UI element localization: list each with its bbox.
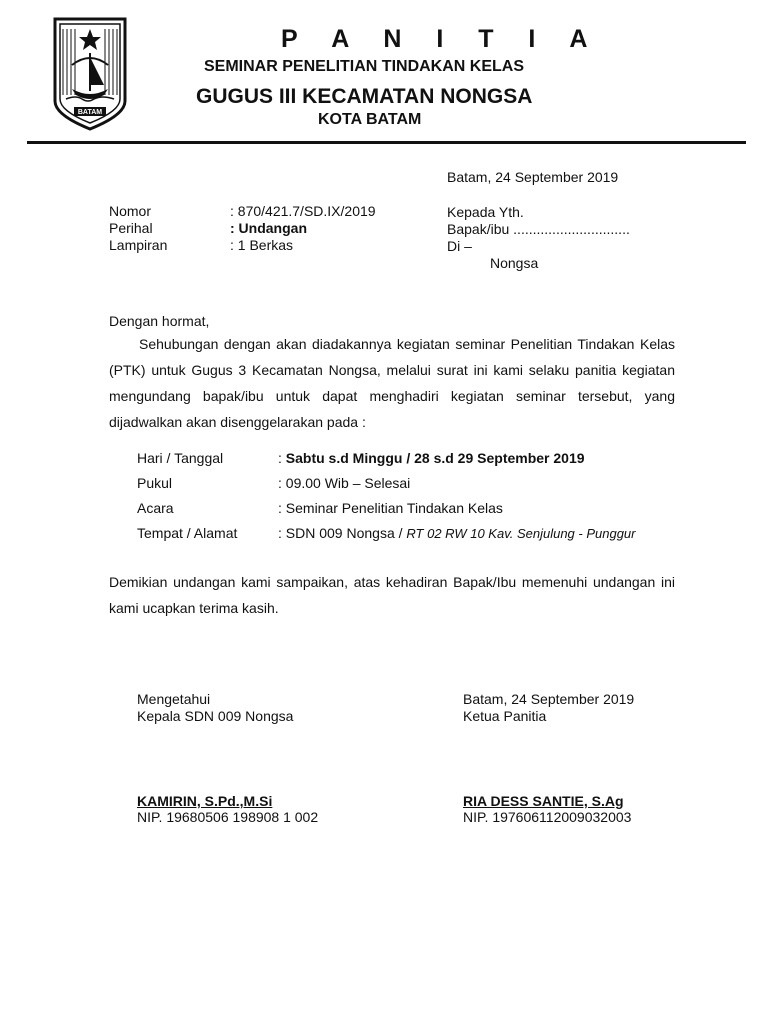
sign-right-line2: Ketua Panitia [463, 708, 547, 724]
salutation: Dengan hormat, [109, 313, 210, 329]
meta-label-lampiran: Lampiran [109, 237, 168, 253]
recipient-line3: Di – [447, 238, 472, 254]
letterhead-subtitle-event: SEMINAR PENELITIAN TINDAKAN KELAS [204, 58, 525, 75]
schedule-value-acara: : Seminar Penelitian Tindakan Kelas [278, 500, 503, 516]
schedule-tempat-main: : SDN 009 Nongsa / [278, 525, 407, 541]
schedule-label-pukul: Pukul [137, 475, 173, 491]
recipient-line4: Nongsa [490, 255, 539, 271]
sign-left-name: KAMIRIN, S.Pd.,M.Si [137, 793, 273, 809]
sign-left-line2: Kepala SDN 009 Nongsa [137, 708, 294, 724]
letterhead-subtitle-gugus: GUGUS III KECAMATAN NONGSA [196, 85, 533, 108]
schedule-label-acara: Acara [137, 500, 174, 516]
sign-left-nip: NIP. 19680506 198908 1 002 [137, 809, 319, 825]
meta-value-nomor: : 870/421.7/SD.IX/2019 [230, 203, 376, 219]
header-divider [27, 141, 746, 144]
body-paragraph: Sehubungan dengan akan diadakannya kegiatan seminar Penelitian Tindakan Kelas (PTK) untuk Gugus 3 Kecamatan Nongsa, melalui surat ini kami selaku panitia kegiatan mengundang bapak/ibu untuk dapat menghadiri kegiatan seminar tersebut, yang dijadwalkan akan disenggelarakan pada : [109, 336, 675, 430]
letterhead-subtitle-city: KOTA BATAM [318, 111, 422, 128]
letterhead-title: P A N I T I A [281, 25, 602, 53]
meta-value-lampiran: : 1 Berkas [230, 237, 294, 253]
schedule-colon: : [278, 450, 286, 466]
logo-text: BATAM [77, 109, 103, 116]
sign-left-line1: Mengetahui [137, 691, 211, 707]
recipient-line1: Kepada Yth. [447, 204, 524, 220]
meta-value-perihal: : Undangan [230, 220, 307, 236]
schedule-date-bold: Sabtu s.d Minggu / 28 s.d 29 September 2019 [285, 450, 585, 466]
schedule-tempat-detail: RT 02 RW 10 Kav. Senjulung - Punggur [406, 526, 636, 541]
meta-label-perihal: Perihal [109, 220, 153, 236]
sign-right-line1: Batam, 24 September 2019 [463, 691, 635, 707]
recipient-line2: Bapak/ibu .............................. [447, 221, 630, 237]
sign-right-nip: NIP. 197606112009032003 [463, 809, 632, 825]
schedule-value-pukul: : 09.00 Wib – Selesai [278, 475, 411, 491]
schedule-value-tempat [278, 525, 635, 542]
schedule-label-tempat: Tempat / Alamat [137, 525, 238, 541]
sign-right-name: RIA DESS SANTIE, S.Ag [463, 793, 624, 809]
schedule-value-hari [278, 450, 585, 467]
schedule-label-hari: Hari / Tanggal [137, 450, 224, 466]
meta-label-nomor: Nomor [109, 203, 152, 219]
letter-date: Batam, 24 September 2019 [447, 169, 619, 185]
closing-paragraph: Demikian undangan kami sampaikan, atas kehadiran Bapak/Ibu memenuhi undangan ini kami ucapkan terima kasih. [109, 574, 675, 616]
